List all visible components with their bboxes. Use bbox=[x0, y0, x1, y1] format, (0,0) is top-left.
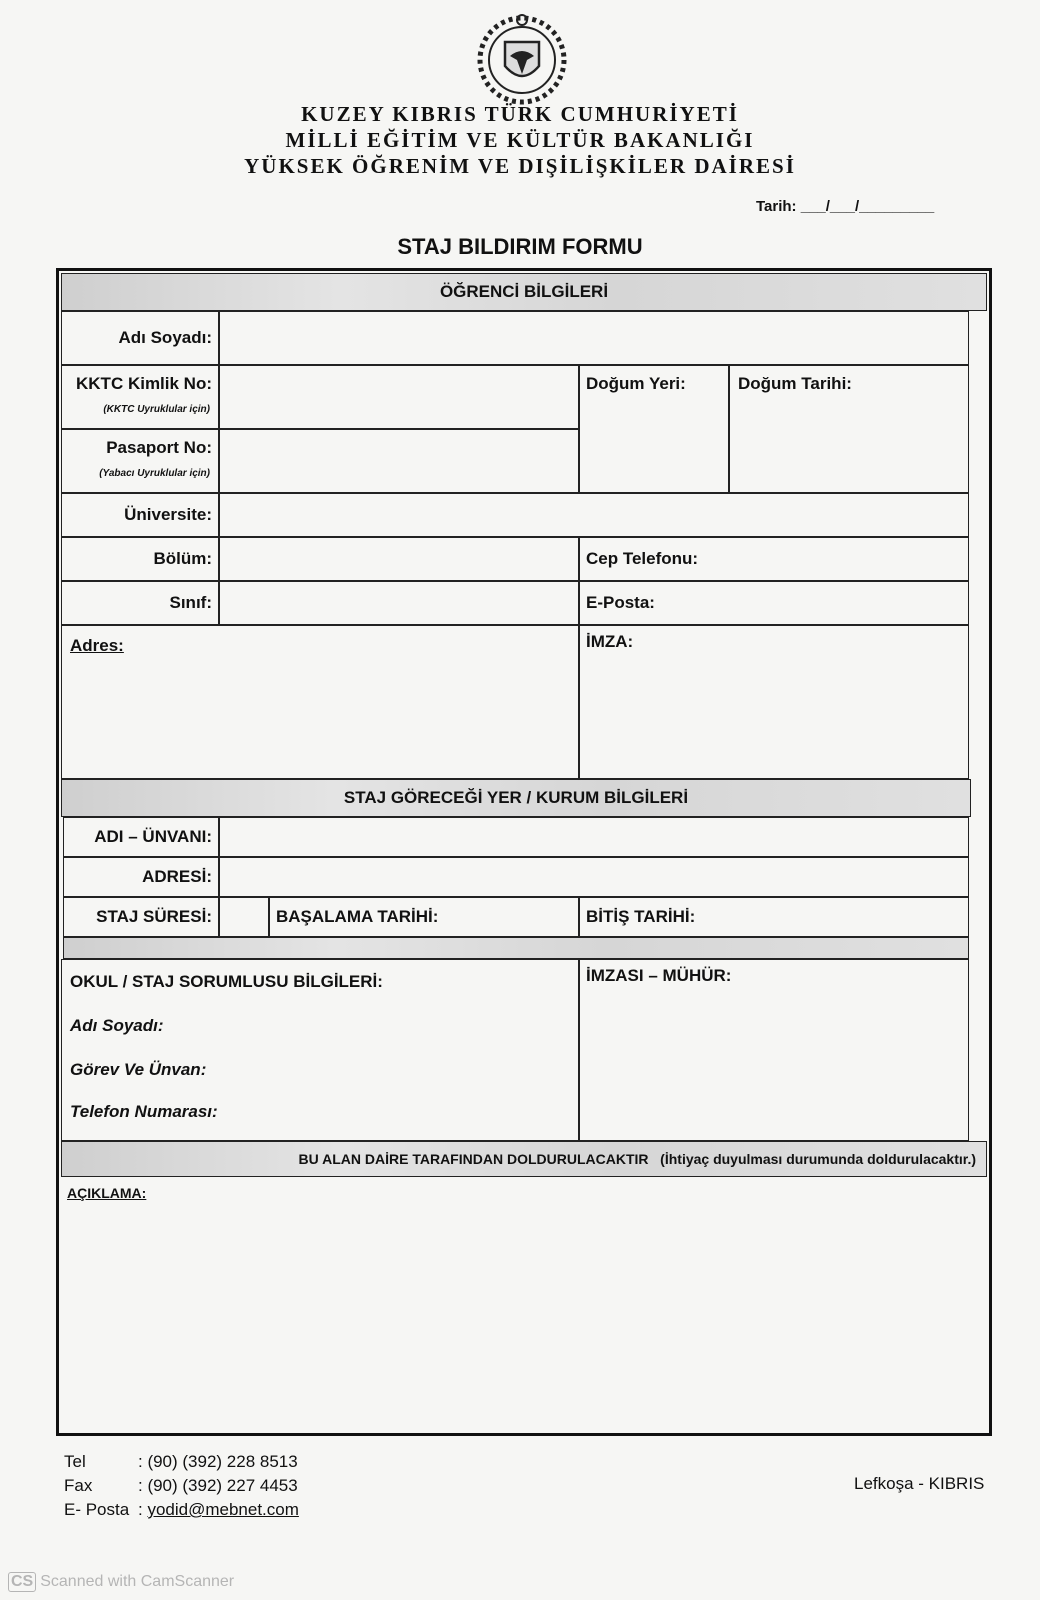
department-field[interactable] bbox=[219, 537, 579, 581]
tel-label: Tel bbox=[64, 1452, 86, 1471]
id-field[interactable] bbox=[219, 365, 579, 429]
grade-field[interactable] bbox=[219, 581, 579, 625]
name-label-cell bbox=[61, 311, 219, 365]
company-section-band: STAJ GÖRECEĞİ YER / KURUM BİLGİLERİ bbox=[61, 779, 971, 817]
start-date-field[interactable] bbox=[269, 897, 579, 937]
id-label-cell bbox=[61, 365, 219, 429]
start-date-label: BAŞALAMA TARİHİ: bbox=[276, 907, 439, 926]
student-section-band: ÖĞRENCİ BİLGİLERİ bbox=[61, 273, 987, 311]
id-label: KKTC Kimlik No: bbox=[76, 374, 212, 393]
office-band-note: (İhtiyaç duyulması durumunda doldurulacaktır.) bbox=[660, 1151, 976, 1167]
passport-label-cell bbox=[61, 429, 219, 493]
mobile-label: Cep Telefonu: bbox=[586, 549, 699, 568]
email-footer-value: : yodid@mebnet.com bbox=[138, 1500, 299, 1519]
birthdate-field[interactable] bbox=[729, 365, 969, 493]
passport-label: Pasaport No: bbox=[106, 438, 212, 457]
duration-field[interactable] bbox=[219, 897, 269, 937]
grade-label-cell bbox=[61, 581, 219, 625]
supervisor-name-label: Adı Soyadı: bbox=[70, 1016, 164, 1035]
end-date-field[interactable] bbox=[579, 897, 969, 937]
date-field: Tarih: ___/___/_________ bbox=[756, 198, 935, 215]
address-field[interactable] bbox=[61, 625, 579, 779]
email-label: E-Posta: bbox=[586, 593, 655, 612]
name-label: Adı Soyadı: bbox=[118, 328, 212, 347]
header-line-1: KUZEY KIBRIS TÜRK CUMHURİYETİ bbox=[301, 102, 739, 126]
separator-band bbox=[63, 937, 969, 959]
fax-label: Fax bbox=[64, 1476, 93, 1495]
university-field[interactable] bbox=[219, 493, 969, 537]
camscanner-icon: CS bbox=[8, 1572, 36, 1592]
signature-label: İMZA: bbox=[586, 632, 634, 651]
notes-label: AÇIKLAMA: bbox=[67, 1185, 147, 1201]
passport-note: (Yabacı Uyruklular için) bbox=[99, 468, 210, 479]
form-title: STAJ BILDIRIM FORMU bbox=[397, 234, 643, 259]
company-address-label: ADRESİ: bbox=[142, 867, 212, 886]
stamp-field[interactable] bbox=[579, 959, 969, 1141]
form-table bbox=[56, 268, 992, 1436]
email-field[interactable] bbox=[579, 581, 969, 625]
email-footer-label: E- Posta bbox=[64, 1500, 130, 1519]
tel-value: : (90) (392) 228 8513 bbox=[138, 1452, 298, 1471]
university-label: Üniversite: bbox=[124, 505, 212, 524]
supervisor-title: OKUL / STAJ SORUMLUSU BİLGİLERİ: bbox=[70, 972, 383, 991]
birthplace-label: Doğum Yeri: bbox=[586, 374, 686, 393]
company-name-label-cell bbox=[63, 817, 219, 857]
location-text: Lefkoşa - KIBRIS bbox=[854, 1474, 985, 1493]
email-link[interactable]: yodid@mebnet.com bbox=[147, 1500, 299, 1519]
birthplace-field[interactable] bbox=[579, 365, 729, 493]
department-label: Bölüm: bbox=[153, 549, 212, 568]
mobile-field[interactable] bbox=[579, 537, 969, 581]
supervisor-phone-label: Telefon Numarası: bbox=[70, 1102, 218, 1121]
supervisor-position-label: Görev Ve Ünvan: bbox=[70, 1060, 207, 1079]
company-address-field[interactable] bbox=[219, 857, 969, 897]
company-name-field[interactable] bbox=[219, 817, 969, 857]
name-field[interactable] bbox=[219, 311, 969, 365]
university-label-cell bbox=[61, 493, 219, 537]
signature-field[interactable] bbox=[579, 625, 969, 779]
scanner-watermark bbox=[8, 1572, 234, 1592]
supervisor-block bbox=[61, 959, 579, 1141]
state-seal-icon bbox=[472, 8, 572, 108]
id-note: (KKTC Uyruklular için) bbox=[103, 404, 210, 415]
passport-field[interactable] bbox=[219, 429, 579, 493]
header-line-3: YÜKSEK ÖĞRENİM VE DIŞİLİŞKİLER DAİRESİ bbox=[244, 154, 796, 178]
department-label-cell bbox=[61, 537, 219, 581]
company-address-label-cell bbox=[63, 857, 219, 897]
grade-label: Sınıf: bbox=[169, 593, 212, 612]
duration-label-cell bbox=[63, 897, 219, 937]
address-label: Adres: bbox=[70, 636, 124, 655]
company-name-label: ADI – ÜNVANI: bbox=[94, 827, 212, 846]
fax-value: : (90) (392) 227 4453 bbox=[138, 1476, 298, 1495]
birthdate-label: Doğum Tarihi: bbox=[738, 374, 852, 393]
header-line-2: MİLLİ EĞİTİM VE KÜLTÜR BAKANLIĞI bbox=[285, 128, 755, 152]
end-date-label: BİTİŞ TARİHİ: bbox=[586, 907, 696, 926]
duration-label: STAJ SÜRESİ: bbox=[96, 907, 212, 926]
notes-field[interactable] bbox=[61, 1177, 987, 1433]
stamp-label: İMZASI – MÜHÜR: bbox=[586, 966, 732, 985]
office-band bbox=[61, 1141, 987, 1177]
office-band-text: BU ALAN DAİRE TARAFINDAN DOLDURULACAKTIR bbox=[298, 1151, 649, 1167]
scanner-text: Scanned with CamScanner bbox=[40, 1573, 235, 1590]
